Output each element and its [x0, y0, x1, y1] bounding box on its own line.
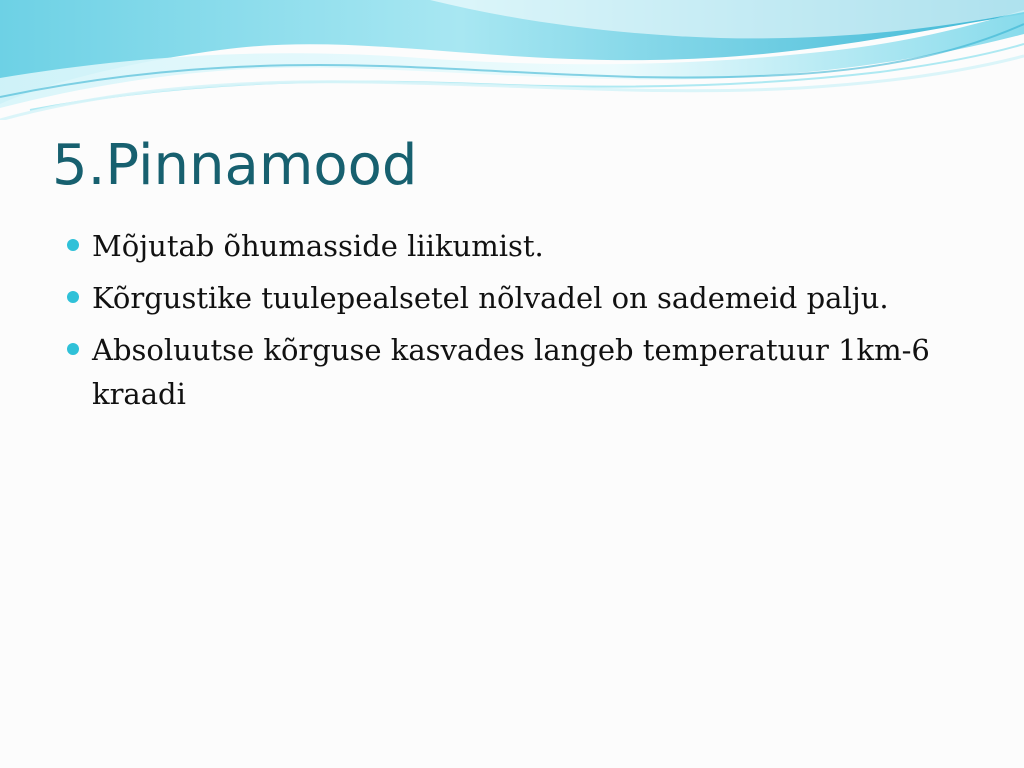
bullet-dot-icon [67, 343, 79, 355]
bullet-list [64, 224, 984, 424]
bullet-dot-icon [67, 239, 79, 251]
bullet-item [64, 276, 984, 320]
slide-title: 5.Pinnamood [52, 133, 418, 198]
bullet-dot-icon [67, 291, 79, 303]
bullet-text: Absoluutse kõrguse kasvades langeb temperatuur 1km-6 kraadi [92, 333, 930, 411]
bullet-text: Kõrgustike tuulepealsetel nõlvadel on sademeid palju. [92, 281, 889, 315]
bullet-item [64, 224, 984, 268]
bullet-text: Mõjutab õhumasside liikumist. [92, 229, 544, 263]
bullet-item [64, 328, 984, 416]
wave-header-decoration [0, 0, 1024, 120]
